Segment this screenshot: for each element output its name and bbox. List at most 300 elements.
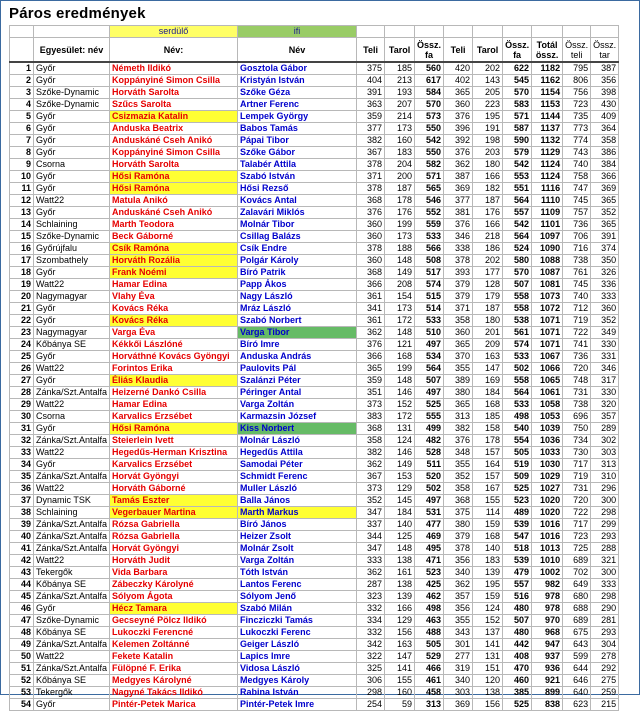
tarol2-cell: 182 bbox=[473, 183, 503, 195]
teli2-cell: 357 bbox=[444, 591, 473, 603]
ossz2-cell: 580 bbox=[503, 255, 532, 267]
ossz2-cell: 564 bbox=[503, 387, 532, 399]
name1-cell: Hécz Tamara bbox=[110, 603, 238, 615]
teli2-cell: 352 bbox=[444, 471, 473, 483]
osszteli-cell: 689 bbox=[563, 615, 591, 627]
teli1-cell: 362 bbox=[357, 459, 385, 471]
ossz2-cell: 545 bbox=[503, 75, 532, 87]
row-number: 31 bbox=[10, 423, 34, 435]
ossz2-cell: 557 bbox=[503, 207, 532, 219]
ossz1-cell: 488 bbox=[415, 627, 444, 639]
table-row bbox=[10, 387, 619, 399]
teli2-cell: 379 bbox=[444, 531, 473, 543]
ossztar-cell: 357 bbox=[591, 411, 619, 423]
teli2-cell: 379 bbox=[444, 279, 473, 291]
name2-cell: Kiss Norbert bbox=[238, 423, 357, 435]
header-teli2: Teli bbox=[444, 38, 473, 63]
total-cell: 1088 bbox=[532, 255, 563, 267]
total-cell: 978 bbox=[532, 603, 563, 615]
teli2-cell: 381 bbox=[444, 207, 473, 219]
tarol1-cell: 148 bbox=[385, 543, 415, 555]
total-cell: 947 bbox=[532, 639, 563, 651]
name2-cell: Rabina István bbox=[238, 687, 357, 699]
teli2-cell: 368 bbox=[444, 495, 473, 507]
row-number: 45 bbox=[10, 591, 34, 603]
tarol2-cell: 185 bbox=[473, 411, 503, 423]
tarol2-cell: 223 bbox=[473, 99, 503, 111]
ossz1-cell: 497 bbox=[415, 387, 444, 399]
row-number: 38 bbox=[10, 507, 34, 519]
total-cell: 1033 bbox=[532, 447, 563, 459]
total-cell: 1067 bbox=[532, 351, 563, 363]
name2-cell: Sólyom Jenő bbox=[238, 591, 357, 603]
osszteli-cell: 741 bbox=[563, 339, 591, 351]
ossztar-cell: 349 bbox=[591, 327, 619, 339]
ossz2-cell: 489 bbox=[503, 507, 532, 519]
teli2-cell: 356 bbox=[444, 603, 473, 615]
name2-cell: Lapics Imre bbox=[238, 651, 357, 663]
teli2-cell: 358 bbox=[444, 315, 473, 327]
tarol1-cell: 213 bbox=[385, 75, 415, 87]
name1-cell: Hősi Ramóna bbox=[110, 171, 238, 183]
ossztar-cell: 275 bbox=[591, 675, 619, 687]
name1-cell: Kovács Réka bbox=[110, 303, 238, 315]
teli1-cell: 375 bbox=[357, 62, 385, 75]
name1-cell: Csizmazia Katalin bbox=[110, 111, 238, 123]
name2-cell: Geiger László bbox=[238, 639, 357, 651]
total-cell: 1010 bbox=[532, 555, 563, 567]
row-number: 22 bbox=[10, 315, 34, 327]
name1-cell: Horváth Sarolta bbox=[110, 159, 238, 171]
total-cell: 1053 bbox=[532, 411, 563, 423]
row-number: 2 bbox=[10, 75, 34, 87]
name1-cell: Horváth Rozália bbox=[110, 255, 238, 267]
ossztar-cell: 303 bbox=[591, 447, 619, 459]
ossz2-cell: 558 bbox=[503, 375, 532, 387]
club-cell: Watt22 bbox=[34, 399, 110, 411]
total-cell: 1058 bbox=[532, 399, 563, 411]
name1-cell: Hősi Ramóna bbox=[110, 423, 238, 435]
ossztar-cell: 289 bbox=[591, 423, 619, 435]
name2-cell: Heizer Zsolt bbox=[238, 531, 357, 543]
name2-cell: Péringer Antal bbox=[238, 387, 357, 399]
osszteli-cell: 730 bbox=[563, 447, 591, 459]
teli2-cell: 402 bbox=[444, 75, 473, 87]
teli2-cell: 379 bbox=[444, 291, 473, 303]
ossz2-cell: 442 bbox=[503, 639, 532, 651]
row-number: 52 bbox=[10, 675, 34, 687]
ossz1-cell: 573 bbox=[415, 111, 444, 123]
header-osszteli: Össz. teli bbox=[563, 38, 591, 63]
teli1-cell: 377 bbox=[357, 123, 385, 135]
row-number: 6 bbox=[10, 123, 34, 135]
teli1-cell: 362 bbox=[357, 567, 385, 579]
teli2-cell: 362 bbox=[444, 159, 473, 171]
teli1-cell: 368 bbox=[357, 423, 385, 435]
osszteli-cell: 717 bbox=[563, 459, 591, 471]
ossz1-cell: 514 bbox=[415, 303, 444, 315]
name1-cell: Szűcs Sarolta bbox=[110, 99, 238, 111]
table-row bbox=[10, 171, 619, 183]
total-cell: 838 bbox=[532, 699, 563, 711]
table-row bbox=[10, 555, 619, 567]
club-cell: Zánka/Szt.Antalfa bbox=[34, 543, 110, 555]
teli1-cell: 362 bbox=[357, 327, 385, 339]
ossztar-cell: 320 bbox=[591, 399, 619, 411]
ossz1-cell: 511 bbox=[415, 459, 444, 471]
ossz2-cell: 498 bbox=[503, 411, 532, 423]
club-cell: Csorna bbox=[34, 159, 110, 171]
ossztar-cell: 336 bbox=[591, 279, 619, 291]
ossz1-cell: 466 bbox=[415, 663, 444, 675]
ossz1-cell: 550 bbox=[415, 147, 444, 159]
total-cell: 1061 bbox=[532, 387, 563, 399]
total-cell: 1013 bbox=[532, 543, 563, 555]
club-cell: Kőbánya SE bbox=[34, 627, 110, 639]
name2-cell: Varga Zoltán bbox=[238, 555, 357, 567]
ossz1-cell: 559 bbox=[415, 219, 444, 231]
tarol1-cell: 129 bbox=[385, 615, 415, 627]
tarol1-cell: 149 bbox=[385, 459, 415, 471]
ossztar-cell: 398 bbox=[591, 87, 619, 99]
osszteli-cell: 720 bbox=[563, 495, 591, 507]
row-number: 28 bbox=[10, 387, 34, 399]
total-cell: 1182 bbox=[532, 62, 563, 75]
tarol1-cell: 146 bbox=[385, 447, 415, 459]
ossz2-cell: 570 bbox=[503, 87, 532, 99]
table-row bbox=[10, 543, 619, 555]
tarol2-cell: 163 bbox=[473, 351, 503, 363]
osszteli-cell: 806 bbox=[563, 75, 591, 87]
name2-cell: Molnár Zsolt bbox=[238, 543, 357, 555]
name1-cell: Kékkői Lászlóné bbox=[110, 339, 238, 351]
ossz1-cell: 584 bbox=[415, 87, 444, 99]
name1-cell: Vida Barbara bbox=[110, 567, 238, 579]
osszteli-cell: 644 bbox=[563, 663, 591, 675]
teli2-cell: 396 bbox=[444, 123, 473, 135]
tarol1-cell: 131 bbox=[385, 423, 415, 435]
ossz2-cell: 538 bbox=[503, 315, 532, 327]
osszteli-cell: 747 bbox=[563, 183, 591, 195]
ossz2-cell: 507 bbox=[503, 615, 532, 627]
teli1-cell: 404 bbox=[357, 75, 385, 87]
tarol2-cell: 186 bbox=[473, 243, 503, 255]
club-cell: Csorna bbox=[34, 411, 110, 423]
ossz1-cell: 565 bbox=[415, 183, 444, 195]
header-total: Totál össz. bbox=[532, 38, 563, 63]
tarol1-cell: 121 bbox=[385, 339, 415, 351]
ossz2-cell: 533 bbox=[503, 399, 532, 411]
tarol1-cell: 214 bbox=[385, 111, 415, 123]
total-cell: 1020 bbox=[532, 507, 563, 519]
ossztar-cell: 365 bbox=[591, 219, 619, 231]
teli2-cell: 365 bbox=[444, 399, 473, 411]
ossztar-cell: 299 bbox=[591, 519, 619, 531]
teli1-cell: 352 bbox=[357, 495, 385, 507]
name2-cell: Tóth István bbox=[238, 567, 357, 579]
table-row bbox=[10, 267, 619, 279]
total-cell: 1071 bbox=[532, 327, 563, 339]
row-number: 9 bbox=[10, 159, 34, 171]
ossztar-cell: 430 bbox=[591, 99, 619, 111]
name2-cell: Hősi Rezső bbox=[238, 183, 357, 195]
osszteli-cell: 758 bbox=[563, 171, 591, 183]
tarol1-cell: 139 bbox=[385, 591, 415, 603]
osszteli-cell: 757 bbox=[563, 207, 591, 219]
teli2-cell: 356 bbox=[444, 555, 473, 567]
tarol2-cell: 198 bbox=[473, 135, 503, 147]
ossz1-cell: 505 bbox=[415, 639, 444, 651]
tarol2-cell: 183 bbox=[473, 555, 503, 567]
ossz2-cell: 524 bbox=[503, 243, 532, 255]
total-cell: 1039 bbox=[532, 423, 563, 435]
club-cell: Kőbánya SE bbox=[34, 339, 110, 351]
teli2-cell: 346 bbox=[444, 231, 473, 243]
header-ossz2: Össz. fa bbox=[503, 38, 532, 63]
teli2-cell: 360 bbox=[444, 99, 473, 111]
table-row bbox=[10, 615, 619, 627]
ossz2-cell: 480 bbox=[503, 627, 532, 639]
tarol1-cell: 156 bbox=[385, 627, 415, 639]
osszteli-cell: 738 bbox=[563, 399, 591, 411]
ossztar-cell: 358 bbox=[591, 135, 619, 147]
ossz1-cell: 515 bbox=[415, 291, 444, 303]
ossz1-cell: 482 bbox=[415, 435, 444, 447]
club-cell: Watt22 bbox=[34, 363, 110, 375]
club-cell: Zánka/Szt.Antalfa bbox=[34, 387, 110, 399]
club-cell: Zánka/Szt.Antalfa bbox=[34, 519, 110, 531]
osszteli-cell: 756 bbox=[563, 87, 591, 99]
row-number: 36 bbox=[10, 483, 34, 495]
teli1-cell: 373 bbox=[357, 399, 385, 411]
teli1-cell: 298 bbox=[357, 687, 385, 699]
teli2-cell: 303 bbox=[444, 687, 473, 699]
ossztar-cell: 296 bbox=[591, 483, 619, 495]
club-cell: Szőke-Dynamic bbox=[34, 99, 110, 111]
total-cell: 1090 bbox=[532, 243, 563, 255]
ossz2-cell: 542 bbox=[503, 159, 532, 171]
ossztar-cell: 290 bbox=[591, 603, 619, 615]
row-number: 51 bbox=[10, 663, 34, 675]
name2-cell: Medgyes Károly bbox=[238, 675, 357, 687]
ossz2-cell: 583 bbox=[503, 99, 532, 111]
ossz1-cell: 425 bbox=[415, 579, 444, 591]
ossz2-cell: 479 bbox=[503, 567, 532, 579]
ossztar-cell: 300 bbox=[591, 567, 619, 579]
header-tarol1: Tarol bbox=[385, 38, 415, 63]
ossz2-cell: 574 bbox=[503, 339, 532, 351]
ossz1-cell: 507 bbox=[415, 375, 444, 387]
teli2-cell: 355 bbox=[444, 459, 473, 471]
teli2-cell: 313 bbox=[444, 411, 473, 423]
club-cell: Zánka/Szt.Antalfa bbox=[34, 591, 110, 603]
osszteli-cell: 646 bbox=[563, 675, 591, 687]
total-cell: 1036 bbox=[532, 435, 563, 447]
table-row bbox=[10, 327, 619, 339]
table-row bbox=[10, 459, 619, 471]
table-row bbox=[10, 231, 619, 243]
tarol2-cell: 139 bbox=[473, 567, 503, 579]
row-number: 19 bbox=[10, 279, 34, 291]
row-number: 48 bbox=[10, 627, 34, 639]
table-row bbox=[10, 303, 619, 315]
ossz2-cell: 542 bbox=[503, 219, 532, 231]
ossz2-cell: 558 bbox=[503, 291, 532, 303]
name2-cell: Szőke Géza bbox=[238, 87, 357, 99]
total-cell: 1144 bbox=[532, 111, 563, 123]
name1-cell: Kovács Réka bbox=[110, 315, 238, 327]
row-number: 16 bbox=[10, 243, 34, 255]
row-number: 42 bbox=[10, 555, 34, 567]
name2-cell: Anduska András bbox=[238, 351, 357, 363]
tarol1-cell: 183 bbox=[385, 147, 415, 159]
name2-cell: Artner Ferenc bbox=[238, 99, 357, 111]
results-table bbox=[9, 25, 619, 711]
header-ossztar: Össz. tar bbox=[591, 38, 619, 63]
total-cell: 1087 bbox=[532, 267, 563, 279]
total-cell: 1072 bbox=[532, 303, 563, 315]
club-cell: Zánka/Szt.Antalfa bbox=[34, 639, 110, 651]
table-row bbox=[10, 351, 619, 363]
name1-cell: Nagyné Takács Ildikó bbox=[110, 687, 238, 699]
teli1-cell: 382 bbox=[357, 447, 385, 459]
table-row bbox=[10, 279, 619, 291]
table-row bbox=[10, 399, 619, 411]
osszteli-cell: 795 bbox=[563, 62, 591, 75]
table-row bbox=[10, 339, 619, 351]
ossztar-cell: 281 bbox=[591, 615, 619, 627]
tarol2-cell: 137 bbox=[473, 627, 503, 639]
tarol2-cell: 157 bbox=[473, 447, 503, 459]
ossztar-cell: 333 bbox=[591, 579, 619, 591]
osszteli-cell: 696 bbox=[563, 411, 591, 423]
row-number: 43 bbox=[10, 567, 34, 579]
teli1-cell: 360 bbox=[357, 231, 385, 243]
osszteli-cell: 740 bbox=[563, 159, 591, 171]
name2-cell: Csík Endre bbox=[238, 243, 357, 255]
name1-cell: Zábeczky Károlyné bbox=[110, 579, 238, 591]
total-cell: 936 bbox=[532, 663, 563, 675]
total-cell: 1101 bbox=[532, 219, 563, 231]
tarol1-cell: 187 bbox=[385, 183, 415, 195]
name2-cell: Nagy László bbox=[238, 291, 357, 303]
ossz1-cell: 546 bbox=[415, 195, 444, 207]
row-number: 1 bbox=[10, 62, 34, 75]
tarol1-cell: 124 bbox=[385, 435, 415, 447]
name1-cell: Koppányiné Simon Csilla bbox=[110, 75, 238, 87]
tarol2-cell: 203 bbox=[473, 147, 503, 159]
ossz1-cell: 523 bbox=[415, 567, 444, 579]
total-cell: 921 bbox=[532, 675, 563, 687]
name2-cell: Szabó Norbert bbox=[238, 315, 357, 327]
ossz1-cell: 517 bbox=[415, 267, 444, 279]
tarol1-cell: 154 bbox=[385, 291, 415, 303]
ossz2-cell: 523 bbox=[503, 495, 532, 507]
tarol1-cell: 160 bbox=[385, 687, 415, 699]
name2-cell: Molnár Tibor bbox=[238, 219, 357, 231]
table-row bbox=[10, 75, 619, 87]
name2-cell: Lukoczki Ferenc bbox=[238, 627, 357, 639]
name2-cell: Gosztola Gábor bbox=[238, 62, 357, 75]
osszteli-cell: 599 bbox=[563, 651, 591, 663]
tarol1-cell: 160 bbox=[385, 135, 415, 147]
name1-cell: Fekete Katalin bbox=[110, 651, 238, 663]
table-row bbox=[10, 699, 619, 711]
club-cell: Szőke-Dynamic bbox=[34, 615, 110, 627]
name1-cell: Marth Teodora bbox=[110, 219, 238, 231]
osszteli-cell: 745 bbox=[563, 195, 591, 207]
tarol1-cell: 207 bbox=[385, 99, 415, 111]
name1-cell: Anduska Beatrix bbox=[110, 123, 238, 135]
osszteli-cell: 688 bbox=[563, 603, 591, 615]
club-cell: Győr bbox=[34, 267, 110, 279]
ossz1-cell: 571 bbox=[415, 171, 444, 183]
tarol2-cell: 180 bbox=[473, 315, 503, 327]
ossz1-cell: 534 bbox=[415, 351, 444, 363]
club-cell: Győr bbox=[34, 423, 110, 435]
table-row bbox=[10, 219, 619, 231]
osszteli-cell: 722 bbox=[563, 327, 591, 339]
header-name2: Név bbox=[238, 38, 357, 63]
total-cell: 1132 bbox=[532, 135, 563, 147]
tarol2-cell: 176 bbox=[473, 207, 503, 219]
ossz2-cell: 518 bbox=[503, 543, 532, 555]
name1-cell: Sólyom Ágota bbox=[110, 591, 238, 603]
ossz1-cell: 533 bbox=[415, 315, 444, 327]
table-row bbox=[10, 62, 619, 75]
total-cell: 1081 bbox=[532, 279, 563, 291]
tarol1-cell: 148 bbox=[385, 375, 415, 387]
ossz1-cell: 582 bbox=[415, 159, 444, 171]
club-cell: Watt22 bbox=[34, 195, 110, 207]
ossztar-cell: 409 bbox=[591, 111, 619, 123]
osszteli-cell: 643 bbox=[563, 639, 591, 651]
ossz2-cell: 587 bbox=[503, 123, 532, 135]
row-number: 33 bbox=[10, 447, 34, 459]
tarol1-cell: 188 bbox=[385, 243, 415, 255]
name2-cell: Karmazsin József bbox=[238, 411, 357, 423]
ossz2-cell: 533 bbox=[503, 351, 532, 363]
club-cell: Kőbánya SE bbox=[34, 675, 110, 687]
name1-cell: Hősi Ramóna bbox=[110, 183, 238, 195]
teli1-cell: 378 bbox=[357, 183, 385, 195]
table-row bbox=[10, 567, 619, 579]
ossztar-cell: 326 bbox=[591, 267, 619, 279]
row-number: 20 bbox=[10, 291, 34, 303]
osszteli-cell: 689 bbox=[563, 555, 591, 567]
row-number: 10 bbox=[10, 171, 34, 183]
tarol2-cell: 168 bbox=[473, 531, 503, 543]
ossz1-cell: 533 bbox=[415, 231, 444, 243]
group-serdulo: serdülő bbox=[110, 26, 238, 38]
osszteli-cell: 649 bbox=[563, 579, 591, 591]
teli1-cell: 360 bbox=[357, 219, 385, 231]
name1-cell: Éliás Klaudia bbox=[110, 375, 238, 387]
ossz2-cell: 571 bbox=[503, 111, 532, 123]
total-cell: 1162 bbox=[532, 75, 563, 87]
ossztar-cell: 259 bbox=[591, 687, 619, 699]
total-cell: 1116 bbox=[532, 183, 563, 195]
teli1-cell: 383 bbox=[357, 411, 385, 423]
ossz1-cell: 617 bbox=[415, 75, 444, 87]
tarol1-cell: 125 bbox=[385, 531, 415, 543]
teli1-cell: 347 bbox=[357, 507, 385, 519]
teli1-cell: 361 bbox=[357, 315, 385, 327]
teli1-cell: 359 bbox=[357, 375, 385, 387]
tarol1-cell: 146 bbox=[385, 387, 415, 399]
tarol1-cell: 208 bbox=[385, 279, 415, 291]
row-number: 49 bbox=[10, 639, 34, 651]
